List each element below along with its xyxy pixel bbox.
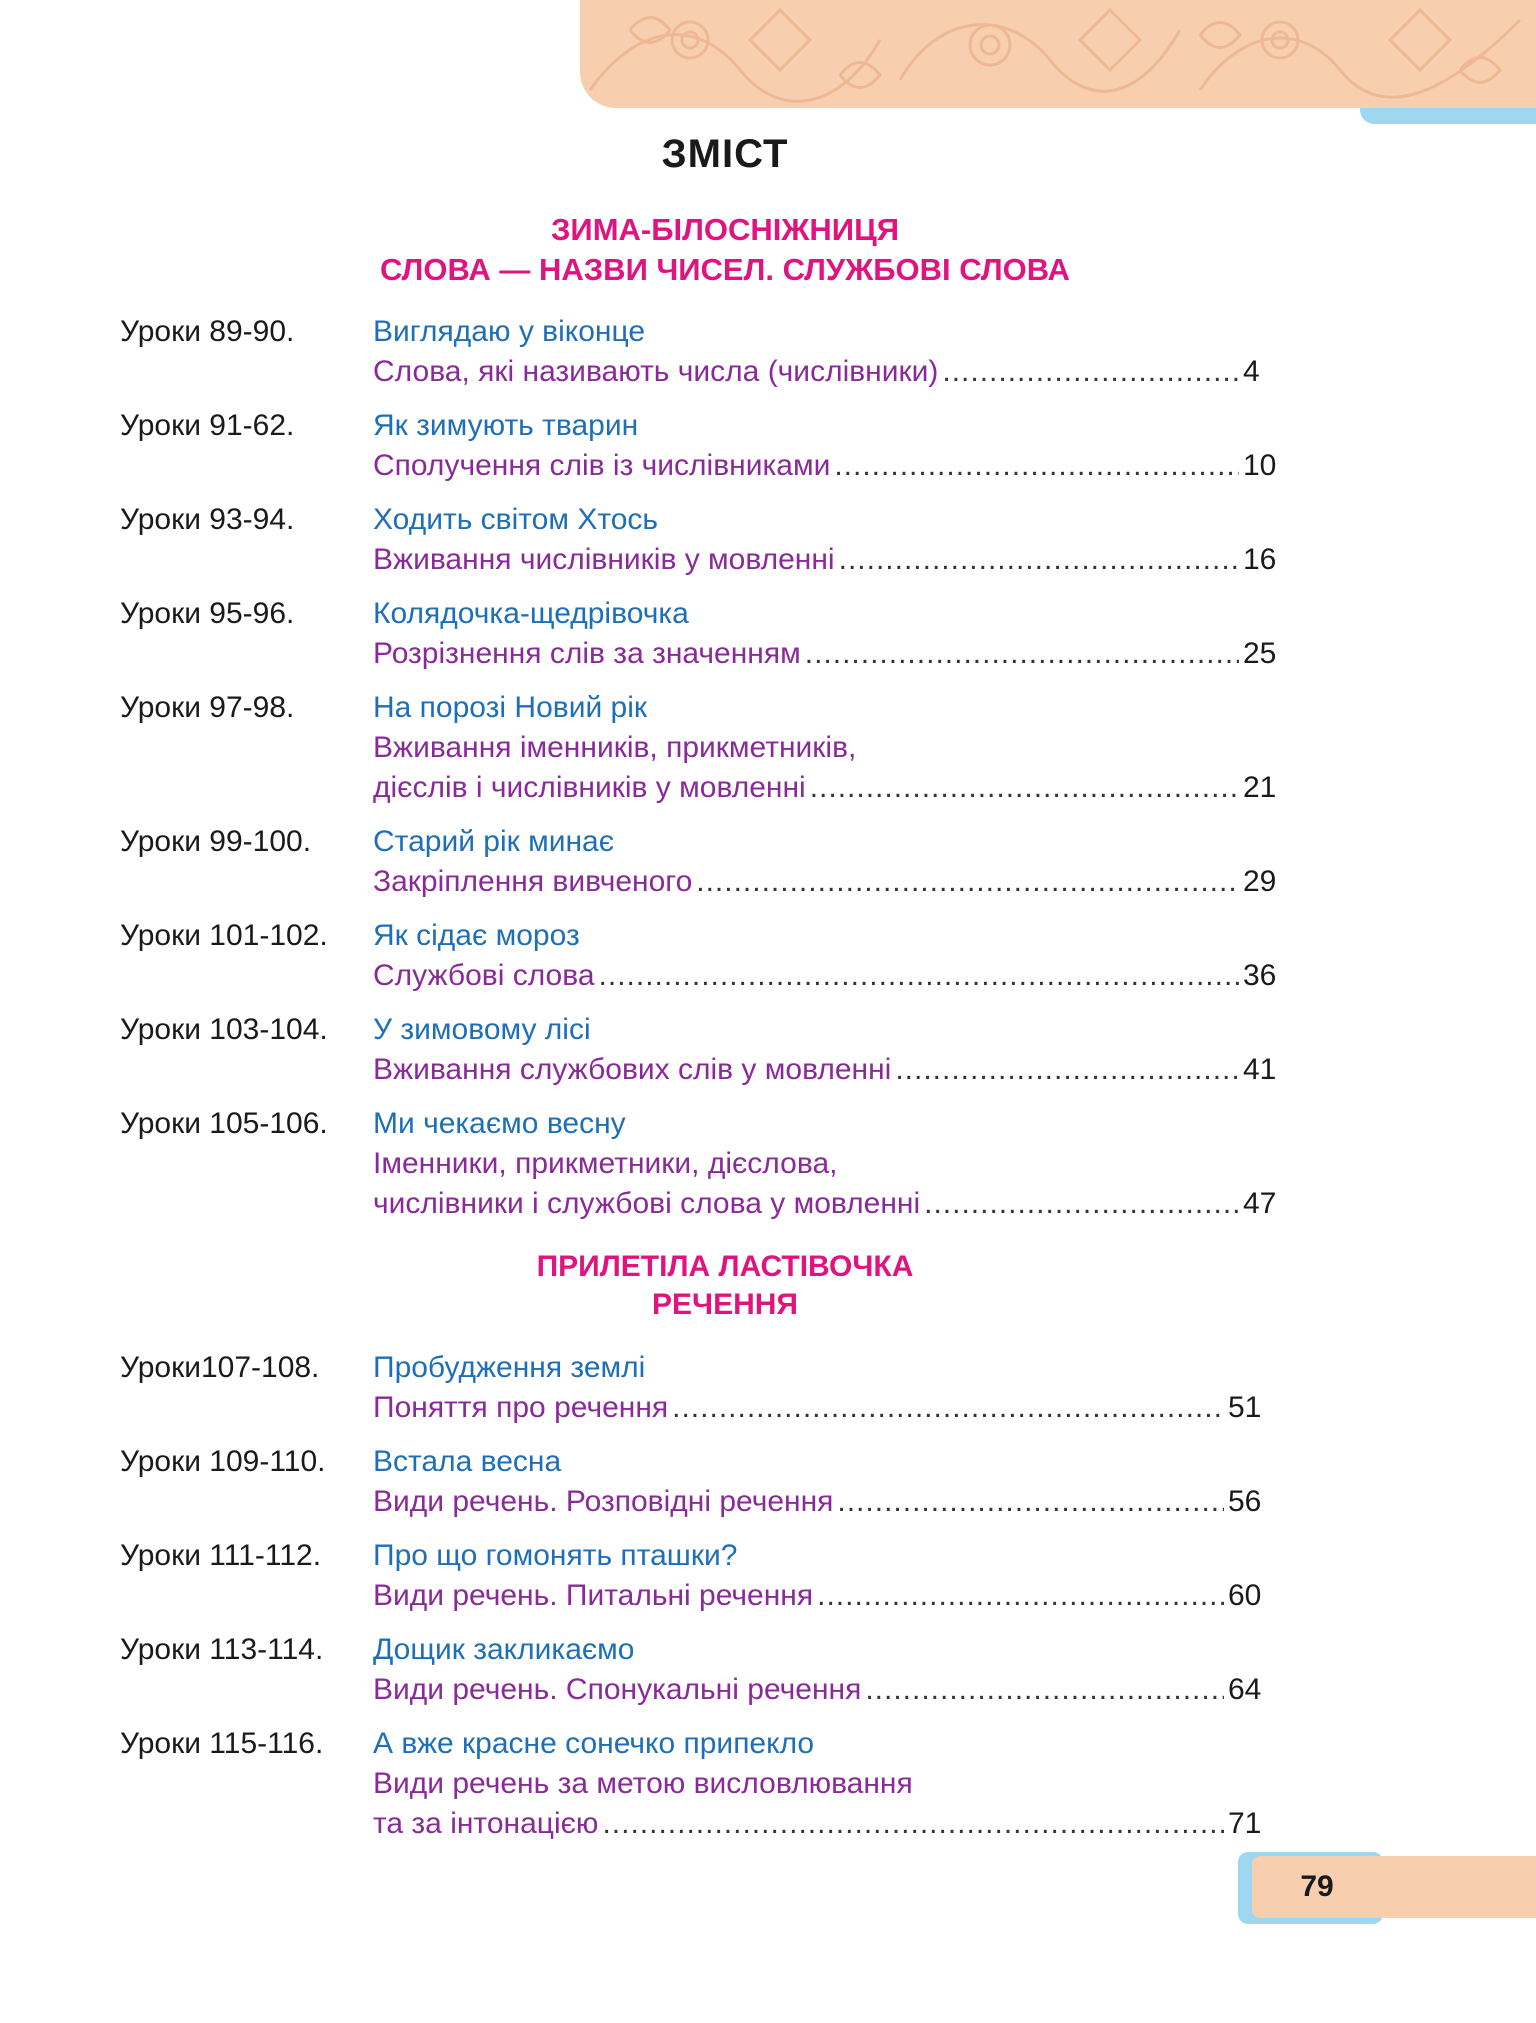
page-ref: 47	[1243, 1187, 1277, 1220]
dot-leader	[895, 1050, 1239, 1090]
lesson-number: Уроки 103-104.	[120, 1013, 328, 1046]
page-ref: 10	[1243, 449, 1277, 482]
dot-leader	[810, 768, 1239, 808]
section-heading-line: ЗИМА-БІЛОСНІЖНИЦЯ	[551, 212, 899, 247]
lesson-number: Уроки107-108.	[120, 1351, 320, 1384]
entry-leader-line	[373, 1804, 1268, 1844]
entry-leader-line	[373, 540, 1283, 580]
entry-subtitle: Вживання іменників, прикметників,	[373, 731, 857, 764]
dot-leader	[696, 862, 1239, 902]
entry-subtitle: Сполучення слів із числівниками	[373, 449, 831, 482]
page-ref: 29	[1243, 865, 1277, 898]
entry-leader-line	[373, 1388, 1268, 1428]
page-ref: 4	[1243, 355, 1260, 388]
page-ref: 71	[1228, 1807, 1262, 1840]
entry-theme: Ходить світом Хтось	[373, 503, 659, 536]
entry-subtitle: Види речень. Питальні речення	[373, 1579, 814, 1612]
section-heading-line: ПРИЛЕТІЛА ЛАСТІВОЧКА	[536, 1250, 914, 1283]
entry-leader-line	[373, 634, 1283, 674]
lesson-number: Уроки 93-94.	[120, 503, 295, 536]
entry-subtitle: Вживання службових слів у мовленні	[373, 1053, 892, 1086]
entry-theme: На порозі Новий рік	[373, 691, 648, 724]
entry-theme: Як сідає мороз	[373, 919, 580, 952]
entry-theme: Колядочка-щедрівочка	[373, 597, 689, 630]
entry-subtitle: Слова, які називають числа (числівники)	[373, 355, 939, 388]
decorative-header-band	[580, 0, 1536, 108]
lesson-number: Уроки 97-98.	[120, 691, 295, 724]
entry-theme: Ми чекаємо весну	[373, 1107, 626, 1140]
ornament-pattern-icon	[580, 0, 1536, 108]
lesson-number: Уроки 105-106.	[120, 1107, 328, 1140]
page-ref: 56	[1228, 1485, 1262, 1518]
page-title: ЗМІСТ	[661, 132, 789, 176]
dot-leader	[602, 1804, 1224, 1844]
page-ref: 16	[1243, 543, 1277, 576]
entry-theme: Як зимують тварин	[373, 409, 639, 442]
entry-leader-line	[373, 1050, 1283, 1090]
entry-theme: Дощик закликаємо	[373, 1633, 635, 1666]
entry-leader-line	[373, 1184, 1283, 1224]
page-ref: 64	[1228, 1673, 1262, 1706]
dot-leader	[942, 352, 1239, 392]
entry-subtitle: Види речень за метою висловлювання	[373, 1767, 913, 1800]
page-ref: 36	[1243, 959, 1277, 992]
page-ref: 51	[1228, 1391, 1262, 1424]
entry-theme: Про що гомонять пташки?	[373, 1539, 738, 1572]
entry-theme: А вже красне сонечко припекло	[373, 1727, 815, 1760]
entry-leader-line	[373, 768, 1283, 808]
section-heading-spring	[0, 1248, 1450, 1324]
entry-theme: Виглядаю у віконце	[373, 315, 646, 348]
entry-subtitle: Поняття про речення	[373, 1391, 669, 1424]
lesson-number: Уроки 91-62.	[120, 409, 295, 442]
lesson-number: Уроки 109-110.	[120, 1445, 326, 1478]
entry-theme: Старий рік минає	[373, 825, 615, 858]
entry-subtitle: Розрізнення слів за значенням	[373, 637, 801, 670]
lesson-number: Уроки 95-96.	[120, 597, 295, 630]
page-ref: 60	[1228, 1579, 1262, 1612]
lesson-number: Уроки 101-102.	[120, 919, 328, 952]
entry-leader-line	[373, 1670, 1268, 1710]
page-ref: 41	[1243, 1053, 1277, 1086]
entry-subtitle: Закріплення вивченого	[373, 865, 693, 898]
dot-leader	[805, 634, 1239, 674]
lesson-number: Уроки 111-112.	[120, 1539, 322, 1572]
entry-subtitle: Іменники, прикметники, дієслова,	[373, 1147, 838, 1180]
page-ref: 25	[1243, 637, 1277, 670]
entry-subtitle: Види речень. Розповідні речення	[373, 1485, 834, 1518]
entry-subtitle: числівники і службові слова у мовленні	[373, 1187, 921, 1220]
dot-leader	[839, 540, 1239, 580]
dot-leader	[817, 1576, 1224, 1616]
entry-leader-line	[373, 956, 1283, 996]
entry-subtitle: Види речень. Спонукальні речення	[373, 1673, 862, 1706]
section-heading-winter	[0, 210, 1450, 290]
entry-leader-line	[373, 352, 1283, 392]
entry-subtitle: дієслів і числівників у мовленні	[373, 771, 806, 804]
dot-leader	[834, 446, 1239, 486]
page-number: 79	[1300, 1870, 1334, 1903]
entry-leader-line	[373, 1576, 1268, 1616]
entry-subtitle: та за інтонацією	[373, 1807, 599, 1840]
entry-subtitle: Вживання числівників у мовленні	[373, 543, 835, 576]
entry-theme: У зимовому лісі	[373, 1013, 591, 1046]
entry-leader-line	[373, 1482, 1268, 1522]
entry-leader-line	[373, 862, 1283, 902]
header-blue-strip	[1360, 108, 1536, 124]
lesson-number: Уроки 89-90.	[120, 315, 295, 348]
dot-leader	[837, 1482, 1224, 1522]
dot-leader	[672, 1388, 1224, 1428]
entry-theme: Пробудження землі	[373, 1351, 646, 1384]
lesson-number: Уроки 115-116.	[120, 1727, 324, 1760]
lesson-number: Уроки 99-100.	[120, 825, 312, 858]
section-heading-line: РЕЧЕННЯ	[651, 1288, 798, 1321]
dot-leader	[599, 956, 1239, 996]
lesson-number: Уроки 113-114.	[120, 1633, 324, 1666]
entry-theme: Встала весна	[373, 1445, 562, 1478]
section-heading-line: СЛОВА — НАЗВИ ЧИСЕЛ. СЛУЖБОВІ СЛОВА	[380, 252, 1070, 287]
dot-leader	[865, 1670, 1224, 1710]
entry-subtitle: Службові слова	[373, 959, 595, 992]
page-ref: 21	[1243, 771, 1277, 804]
entry-leader-line	[373, 446, 1283, 486]
dot-leader	[924, 1184, 1239, 1224]
